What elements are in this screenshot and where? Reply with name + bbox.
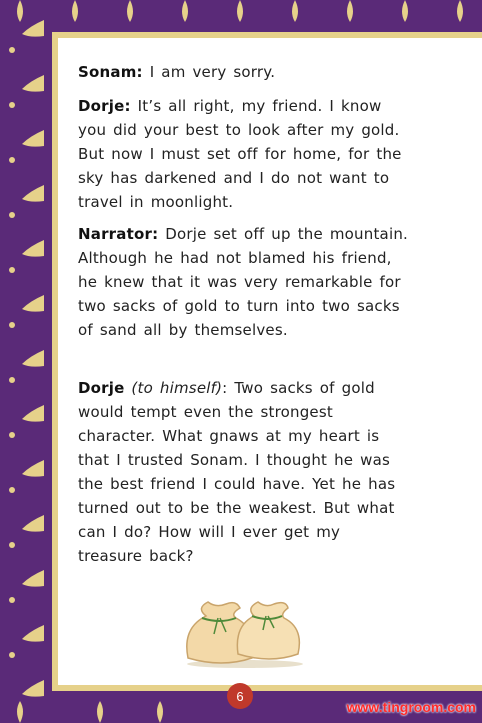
stage-direction: (to himself) — [124, 379, 223, 397]
gold-sacks-illustration — [180, 588, 310, 668]
speaker-label: Dorje — [78, 379, 125, 397]
site-watermark: www.tingroom.com — [346, 699, 476, 715]
dialogue-text: Dorje set off up the mountain. Although he had not blamed his friend, he knew that it was very remarkable for two sacks of gold to turn into two sacks of sand all by themselves. — [78, 225, 408, 339]
dialogue-text: It’s all right, my friend. I know you did your best to look after my gold. But now I must set off for home, for the sky has darkened and I do not want to travel in moonlight. — [78, 97, 402, 211]
dialogue-paragraph — [78, 60, 408, 84]
speaker-label: Narrator: — [78, 225, 159, 243]
page-number: 6 — [227, 683, 253, 709]
dialogue-text: : Two sacks of gold would tempt even the strongest character. What gnaws at my heart is that I trusted Sonam. I thought he was the best friend I could have. Yet he has turned out to be the weakest. But what can I do? How will I ever get my treasure back? — [78, 379, 396, 565]
dialogue-paragraph — [78, 94, 408, 214]
speaker-label: Sonam: — [78, 63, 143, 81]
dialogue-text: I am very sorry. — [142, 63, 276, 81]
page-border-bottom — [52, 685, 482, 691]
dialogue-paragraph — [78, 376, 408, 568]
dialogue-paragraph — [78, 222, 408, 342]
speaker-label: Dorje: — [78, 97, 131, 115]
